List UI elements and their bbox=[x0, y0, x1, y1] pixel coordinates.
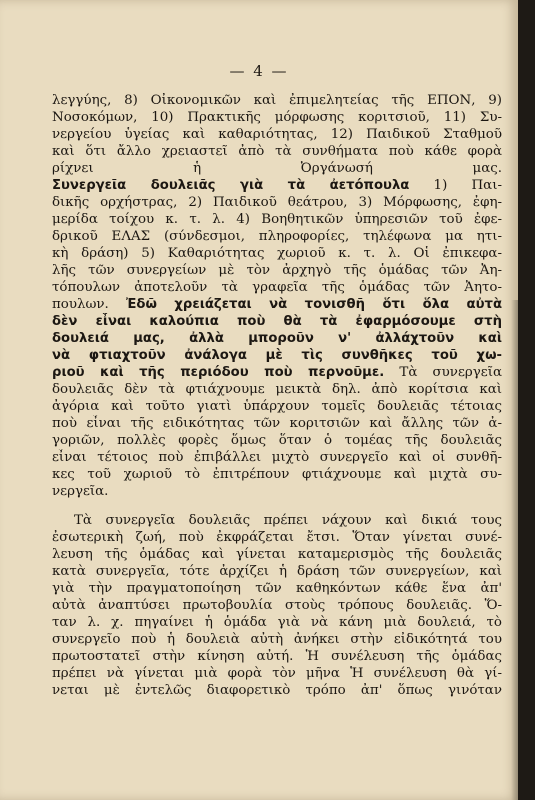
text-line bbox=[52, 126, 502, 143]
text-line bbox=[52, 580, 502, 597]
text-line bbox=[52, 313, 502, 330]
text-run: μερίδα τοίχου κ. τ. λ. 4) Βοηθητικῶν ὑπηρεσιῶν τοῦ ἐφε- bbox=[52, 212, 502, 227]
text-line bbox=[52, 177, 502, 194]
text-line bbox=[52, 330, 502, 347]
text-run: συνεργεῖο ποὺ ἡ δουλειὰ αὐτὴ ἀνήκει στὴν εἰδικότητά του bbox=[52, 632, 502, 647]
text-run: κες τοῦ χωριοῦ τὸ ἐπιτρέπουν φτιάχνουμε καὶ μιχτὰ συ- bbox=[52, 467, 502, 482]
bold-phrase: Συνεργεῖα δουλειᾶς γιὰ τὰ ἀετόπουλα bbox=[52, 178, 410, 193]
text-line bbox=[52, 194, 502, 211]
text-run: λεγγύης, 8) Οἰκονομικῶν καὶ ἐπιμελητείας τῆς ΕΠΟΝ, 9) bbox=[52, 93, 502, 108]
text-line bbox=[52, 279, 502, 296]
text-line bbox=[52, 364, 502, 381]
text-run: κατὰ συνεργεῖα, τότε ἀρχίζει ἡ δράση τῶν συνεργείων, καὶ bbox=[52, 564, 502, 579]
text-run: εἶναι τέτοιος ποὺ ἐπιβάλλει μιχτὸ συνεργεῖο καὶ οἱ συνθῆ- bbox=[52, 450, 502, 465]
text-line bbox=[52, 381, 502, 398]
text-run: Τὰ συνεργεῖα δουλειᾶς πρέπει νάχουν καὶ δικιά τους bbox=[74, 513, 502, 528]
text-run: ταν λ. χ. πηγαίνει ἡ ὁμάδα γιὰ νὰ κάνη μιὰ δουλειά, τὸ bbox=[52, 615, 502, 630]
text-run: νεται μὲ ἐντελῶς διαφορετικὸ τρόπο ἀπ' ὅπως γινόταν bbox=[52, 683, 502, 698]
text-line bbox=[52, 432, 502, 449]
text-line bbox=[52, 211, 502, 228]
text-line bbox=[52, 449, 502, 466]
text-line bbox=[52, 415, 502, 432]
text-run: 1) Παι- bbox=[409, 178, 502, 193]
text-line bbox=[52, 597, 502, 614]
text-run: γοριῶν, πολλὲς φορὲς ὅμως ὅταν ὁ τομέας τῆς δουλειᾶς bbox=[52, 433, 502, 448]
text-line bbox=[52, 228, 502, 245]
text-run: Τὰ συνεργεῖα bbox=[384, 365, 502, 380]
text-run: πρέπει νὰ γίνεται μιὰ φορὰ τὸν μῆνα Ἡ συνέλευση θὰ γί- bbox=[52, 666, 502, 681]
text-line bbox=[52, 262, 502, 279]
text-line bbox=[52, 665, 502, 682]
text-line bbox=[52, 296, 502, 313]
text-run: κὴ δράση) 5) Καθαριότητας χωριοῦ κ. τ. λ. Οἱ ἐπικεφα- bbox=[52, 246, 502, 261]
text-line bbox=[52, 92, 502, 109]
text-run: δουλειᾶς δὲν τὰ φτιάχνουμε μεικτὰ δηλ. ἀπὸ κορίτσια καὶ bbox=[52, 382, 502, 397]
text-line bbox=[52, 143, 502, 160]
text-line bbox=[52, 109, 502, 126]
text-run: λῆς τῶν συνεργείων μὲ τὸν ἀρχηγὸ τῆς ὁμάδας τῶν Ἀη- bbox=[52, 263, 502, 278]
paragraph-2 bbox=[52, 512, 502, 699]
text-run: καὶ ὅτι ἄλλο χρειαστεῖ ἀπὸ τὰ συνθήματα ποὺ κάθε φορὰ bbox=[52, 144, 502, 159]
page-number: — 4 — bbox=[229, 62, 289, 80]
text-line bbox=[52, 512, 502, 529]
paragraph-1 bbox=[52, 92, 502, 500]
text-line bbox=[52, 631, 502, 648]
text-run: νεργείου ὑγείας καὶ καθαριότητας, 12) Παιδικοῦ Σταθμοῦ bbox=[52, 127, 502, 142]
body-text bbox=[52, 92, 502, 699]
text-line bbox=[52, 483, 502, 500]
paragraph-gap bbox=[52, 500, 502, 512]
text-run: πουλων. bbox=[52, 297, 126, 312]
text-line bbox=[52, 648, 502, 665]
text-run: δρικοῦ ΕΛΑΣ (σύνδεσμοι, πληροφορίες, τηλέφωνα μα ητι- bbox=[52, 229, 502, 244]
text-line bbox=[52, 245, 502, 262]
text-run: ποὺ εἶναι τῆς ειδικότητας τῶν κοριτσιῶν καὶ ἄλλης τῶν ἀ- bbox=[52, 416, 502, 431]
text-line bbox=[52, 529, 502, 546]
bold-phrase: δὲν εἶναι καλούπια ποὺ θὰ τὰ ἐφαρμόσουμε στὴ bbox=[52, 314, 502, 329]
text-run: νεργεῖα. bbox=[52, 484, 109, 499]
text-run: λευση τῆς ὁμάδας καὶ γίνεται καταμερισμὸς τῆς δουλειᾶς bbox=[52, 547, 502, 562]
bold-phrase: Ἐδῶ χρειάζεται νὰ τονισθῆ ὅτι ὅλα αὐτὰ bbox=[125, 297, 502, 312]
text-line bbox=[52, 398, 502, 415]
text-run: ρίχνει ἡ Ὀργάνωσή μας. bbox=[52, 161, 502, 176]
bold-phrase: ριοῦ καὶ τῆς περιόδου ποὺ περνοῦμε. bbox=[52, 365, 385, 380]
text-run: πρωτοστατεῖ στὴν κίνηση αὐτή. Ἡ συνέλευση τῆς ὁμάδας bbox=[52, 649, 502, 664]
text-line bbox=[52, 546, 502, 563]
text-run: ἐσωτερικὴ ζωή, ποὺ ἐκφράζεται ἔτσι. Ὅταν γίνεται συνέ- bbox=[52, 530, 502, 545]
bold-phrase: νὰ φτιαχτοῦν ἀνάλογα μὲ τὶς συνθῆκες τοῦ χω- bbox=[52, 348, 502, 363]
text-run: αὐτὰ ἀναπτύσει πρωτοβουλία στοὺς τρόπους δουλειᾶς. Ὅ- bbox=[52, 598, 502, 613]
text-run: Νοσοκόμων, 10) Πρακτικῆς μόρφωσης κοριτσιοῦ, 11) Συ- bbox=[52, 110, 502, 125]
text-run: γιὰ τὴν πραγματοποίηση τῶν καθηκόντων κάθε ἕνα ἀπ' bbox=[52, 581, 502, 596]
text-line bbox=[52, 347, 502, 364]
text-line bbox=[52, 682, 502, 699]
text-line bbox=[52, 466, 502, 483]
text-line bbox=[52, 563, 502, 580]
text-run: ἀγόρια καὶ τοῦτο γιατὶ ὑπάρχουν τομεῖς δουλειᾶς τέτοιας bbox=[52, 399, 502, 414]
bold-phrase: δουλειά μας, ἀλλὰ μποροῦν ν' ἀλλάχτοῦν καὶ bbox=[52, 331, 502, 346]
text-line bbox=[52, 160, 502, 177]
text-run: τόπουλων ἀποτελοῦν τὰ γραφεῖα τῆς ὁμάδας τῶν Ἀητο- bbox=[52, 280, 502, 295]
text-run: δικῆς ορχήστρας, 2) Παιδικοῦ θεάτρου, 3) Μόρφωσης, ἐφη- bbox=[52, 195, 502, 210]
text-line bbox=[52, 614, 502, 631]
page-edge-shadow bbox=[511, 300, 535, 800]
